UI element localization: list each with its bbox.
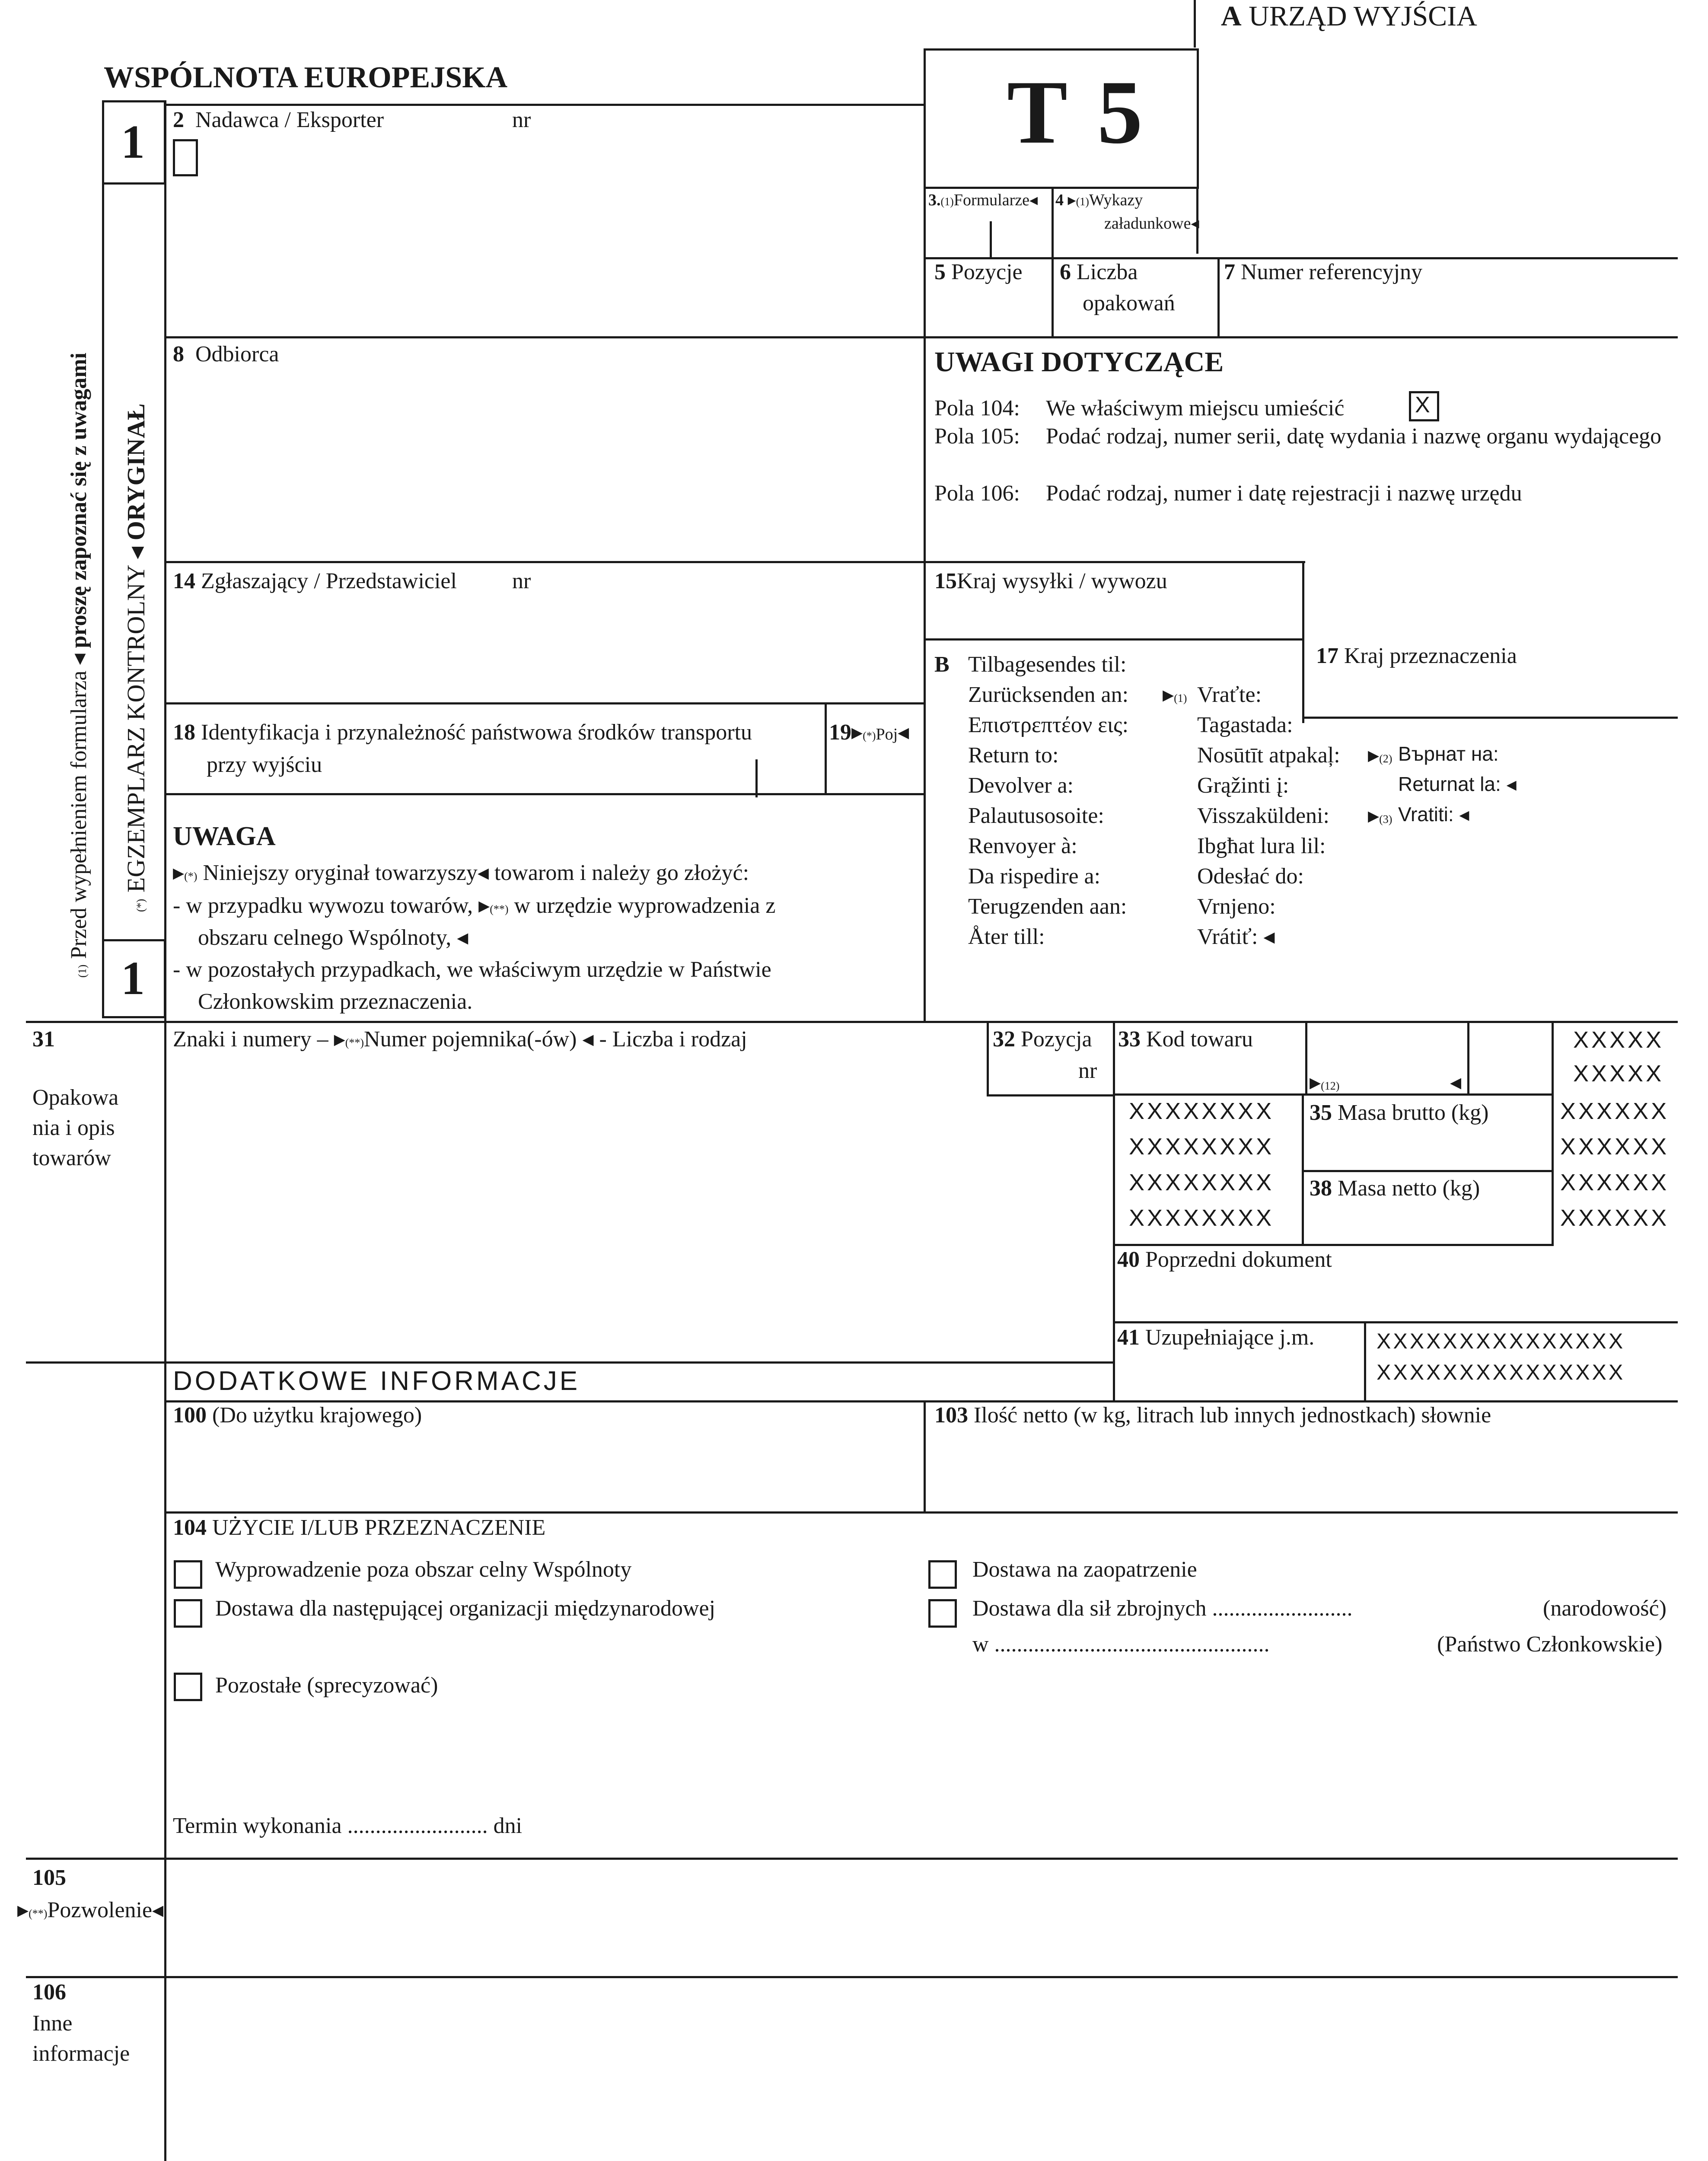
box-38-label: 38 Masa netto (kg): [1310, 1176, 1480, 1201]
option-exit-checkbox[interactable]: [174, 1560, 202, 1589]
option-exit-label: Wyprowadzenie poza obszar celny Wspólnoty: [215, 1557, 632, 1582]
return-mid-4: Visszaküldeni:: [1197, 803, 1329, 828]
box-33-x-1: XXXXX: [1573, 1027, 1664, 1053]
box-4-label: 4 ▸(1)Wykazy: [1055, 191, 1143, 209]
box-33-label: 33 Kod towaru: [1118, 1027, 1253, 1052]
return-mid-8: Vrátiť: ◂: [1197, 924, 1275, 949]
rule: [164, 336, 925, 338]
option-forces-note: (narodowość): [1543, 1596, 1667, 1621]
return-left-5: Palautusosoite:: [968, 803, 1104, 828]
rule: [1364, 1321, 1366, 1401]
box-104-label: 104 UŻYCIE I/LUB PRZEZNACZENIE: [173, 1515, 546, 1540]
return-sup-3: ▸(3): [1368, 803, 1393, 828]
remarks-106-text: Podać rodzaj, numer i datę rejestracji i nazwę urzędu: [1046, 481, 1522, 506]
option-forces-checkbox[interactable]: [928, 1599, 957, 1628]
box-105-num: 105: [32, 1865, 66, 1890]
rule: [164, 104, 925, 106]
return-letter: B: [934, 652, 950, 677]
option-state-note: (Państwo Członkowskie): [1437, 1632, 1663, 1657]
box-100-label: 100 (Do użytku krajowego): [173, 1403, 422, 1428]
office-a-letter: A: [1221, 0, 1242, 32]
box-103-label: 103 Ilość netto (w kg, litrach lub innych jednostkach) słownie: [934, 1403, 1491, 1428]
return-mid-2: Nosūtīt atpakaļ:: [1197, 743, 1340, 768]
box-31-num: 31: [32, 1027, 55, 1052]
notice-title: UWAGA: [173, 822, 276, 851]
option-other-checkbox[interactable]: [174, 1673, 202, 1701]
rule: [755, 759, 758, 793]
box-3-label: 3.(1)Formularze◂: [928, 191, 1038, 209]
x-col-1: XXXXXX: [1560, 1098, 1670, 1124]
box-33-sub: ▸(12): [1310, 1070, 1340, 1095]
box-32-label: 32 Pozycja: [993, 1027, 1092, 1052]
remarks-title: UWAGI DOTYCZĄCE: [934, 346, 1224, 378]
rule: [1467, 1021, 1469, 1094]
box-4-label2: załadunkowe◂: [1104, 214, 1199, 233]
rule: [164, 100, 166, 2161]
rule: [1194, 0, 1196, 48]
copy-number-top: 1: [121, 115, 145, 168]
rule: [26, 1361, 1115, 1364]
box-5-label: 5 Pozycje: [934, 260, 1023, 284]
box-31-header: Znaki i numery – ▸(**)Numer pojemnika(-ów) ◂ - Liczba i rodzaj: [173, 1027, 747, 1052]
option-state-label: w .................................................: [972, 1632, 1270, 1657]
box-40-label: 40 Poprzedni dokument: [1117, 1247, 1332, 1272]
box-31-label2: nia i opis: [32, 1116, 115, 1140]
b2-checkbox[interactable]: [173, 139, 198, 176]
notice-line4: - w pozostałych przypadkach, we właściwym urzędzie w Państwie: [173, 957, 771, 982]
office-a-title: URZĄD WYJŚCIA: [1249, 0, 1477, 32]
additional-title: DODATKOWE INFORMACJE: [173, 1366, 580, 1396]
return-right-0: Върнат на:: [1398, 743, 1499, 765]
rule: [1302, 1093, 1304, 1245]
rule: [990, 221, 992, 258]
rule: [924, 1400, 926, 1513]
return-mid-7: Vrnjeno:: [1197, 894, 1276, 919]
box-105-label: ▸(**)Pozwolenie◂: [17, 1898, 164, 1922]
return-left-0: Tilbagesendes til:: [968, 652, 1127, 677]
box-33-arrow: ◂: [1450, 1070, 1462, 1095]
box-2-label: 2 Nadawca / Eksporter: [173, 108, 384, 132]
copy-number-bottom: 1: [121, 952, 145, 1004]
box-41-x-1: XXXXXXXXXXXXXXX: [1377, 1329, 1625, 1353]
return-left-1: Zurücksenden an:: [968, 682, 1129, 707]
notice-line3: obszaru celnego Wspólnoty, ◂: [198, 925, 468, 950]
rule: [1302, 1170, 1554, 1172]
notice-line2: - w przypadku wywozu towarów, ▸(**) w urzędzie wyprowadzenia z: [173, 893, 776, 918]
remarks-104-text: We właściwym miejscu umieścić: [1046, 396, 1345, 421]
box-41-label: 41 Uzupełniające j.m.: [1117, 1325, 1315, 1350]
box-8-label: 8 Odbiorca: [173, 342, 279, 367]
notice-line1: ▸(*) Niniejszy oryginał towarzyszy◂ towarom i należy go złożyć:: [173, 861, 749, 885]
box-18-label: 18 Identyfikacja i przynależność państwowa środków transportu: [173, 720, 752, 745]
remarks-105-text: Podać rodzaj, numer serii, datę wydania i nazwę organu wydającego: [1046, 424, 1662, 449]
x-row-35-2: XXXXXXXX: [1129, 1134, 1275, 1160]
box-2-nr: nr: [512, 108, 531, 132]
box-14-nr: nr: [512, 569, 531, 593]
box-31-label3: towarów: [32, 1146, 111, 1170]
box-33-x-2: XXXXX: [1573, 1061, 1664, 1087]
rule: [924, 638, 1304, 641]
rule: [1052, 187, 1054, 338]
rule: [924, 336, 1678, 338]
x-row-35-1: XXXXXXXX: [1129, 1098, 1275, 1124]
return-sup-1: ▸(1): [1163, 682, 1187, 707]
rule: [1217, 257, 1220, 337]
rule: [825, 702, 827, 793]
form-code: T 5: [1007, 62, 1147, 163]
option-forces-label: Dostawa dla sił zbrojnych .........................: [972, 1596, 1353, 1621]
rule: [164, 1511, 1678, 1514]
return-left-3: Return to:: [968, 743, 1059, 768]
box-106-label1: Inne: [32, 2011, 73, 2036]
return-right-1: Returnat la: ◂: [1398, 773, 1517, 795]
margin-note: (1) Przed wypełnieniem formularza ◂ proszę zapoznać się z uwagami: [67, 352, 91, 978]
option-supply-label: Dostawa na zaopatrzenie: [972, 1557, 1197, 1582]
rule: [1113, 1021, 1115, 1401]
rule: [1302, 561, 1304, 721]
box-32-nr: nr: [1078, 1058, 1097, 1083]
return-left-2: Επιστρεπτέον εις:: [968, 713, 1129, 737]
deadline-label: Termin wykonania ......................... dni: [173, 1814, 523, 1838]
rule: [164, 793, 925, 795]
rule: [924, 187, 926, 1023]
notice-line5: Członkowskim przeznaczenia.: [198, 989, 473, 1014]
option-intl-org-checkbox[interactable]: [174, 1599, 202, 1628]
rule: [1305, 1021, 1307, 1094]
box-6-label: 6 Liczba: [1060, 260, 1138, 284]
remarks-106-label: Pola 106:: [934, 481, 1020, 506]
return-left-6: Renvoyer à:: [968, 834, 1077, 858]
x-row-38-1: XXXXXXXX: [1129, 1170, 1275, 1195]
box-41-x-2: XXXXXXXXXXXXXXX: [1377, 1360, 1625, 1384]
box-19-label: 19▸(*)Poj◂: [829, 720, 909, 745]
x-col-2: XXXXXX: [1560, 1134, 1670, 1160]
rule: [924, 187, 1198, 189]
x-col-4: XXXXXX: [1560, 1205, 1670, 1231]
return-mid-5: Ibgħat lura lil:: [1197, 834, 1326, 858]
rule: [26, 1976, 1678, 1978]
box-17-label: 17 Kraj przeznaczenia: [1316, 644, 1517, 668]
box-35-label: 35 Masa brutto (kg): [1310, 1100, 1489, 1125]
remarks-105-label: Pola 105:: [934, 424, 1020, 449]
return-mid-6: Odesłać do:: [1197, 864, 1304, 889]
x-col-3: XXXXXX: [1560, 1170, 1670, 1195]
rule: [1302, 717, 1678, 719]
rule: [164, 702, 925, 704]
return-sup-2: ▸(2): [1368, 743, 1393, 768]
community-title: WSPÓLNOTA EUROPEJSKA: [104, 61, 508, 94]
return-mid-3: Grąžinti į:: [1197, 773, 1289, 798]
rule: [26, 1858, 1678, 1860]
box-6-label2: opakowań: [1083, 291, 1175, 316]
rule: [1113, 1321, 1678, 1323]
option-supply-checkbox[interactable]: [928, 1560, 957, 1589]
box-15-label: 15Kraj wysyłki / wywozu: [934, 569, 1167, 593]
return-left-7: Da rispedire a:: [968, 864, 1101, 889]
rule: [164, 1021, 169, 1023]
return-left-4: Devolver a:: [968, 773, 1074, 798]
return-right-2: Vratiti: ◂: [1398, 803, 1469, 826]
box-14-label: 14 Zgłaszający / Przedstawiciel: [173, 569, 457, 593]
option-intl-org-label: Dostawa dla następującej organizacji międzynarodowej: [215, 1596, 716, 1621]
box-18-label2: przy wyjściu: [207, 752, 322, 777]
box-31-label1: Opakowa: [32, 1085, 119, 1110]
x-row-38-2: XXXXXXXX: [1129, 1205, 1275, 1231]
box-7-label: 7 Numer referencyjny: [1224, 260, 1423, 284]
option-other-label: Pozostałe (sprecyzować): [215, 1673, 438, 1698]
remarks-104-mark: X: [1415, 392, 1430, 418]
return-left-8: Terugzenden aan:: [968, 894, 1127, 919]
side-label: (*) EGZEMPLARZ KONTROLNY ◂ ORYGINAŁ: [122, 403, 150, 912]
rule: [102, 182, 104, 942]
rule: [1113, 1244, 1554, 1246]
return-mid-0: Vraťte:: [1197, 682, 1262, 707]
return-left-9: Åter till:: [968, 924, 1045, 949]
remarks-104-label: Pola 104:: [934, 396, 1020, 421]
box-106-label2: informacje: [32, 2041, 130, 2066]
rule: [26, 1021, 1678, 1023]
rule: [1552, 1021, 1554, 1246]
rule: [164, 561, 1305, 563]
return-mid-1: Tagastada:: [1197, 713, 1293, 737]
box-106-num: 106: [32, 1980, 66, 2005]
